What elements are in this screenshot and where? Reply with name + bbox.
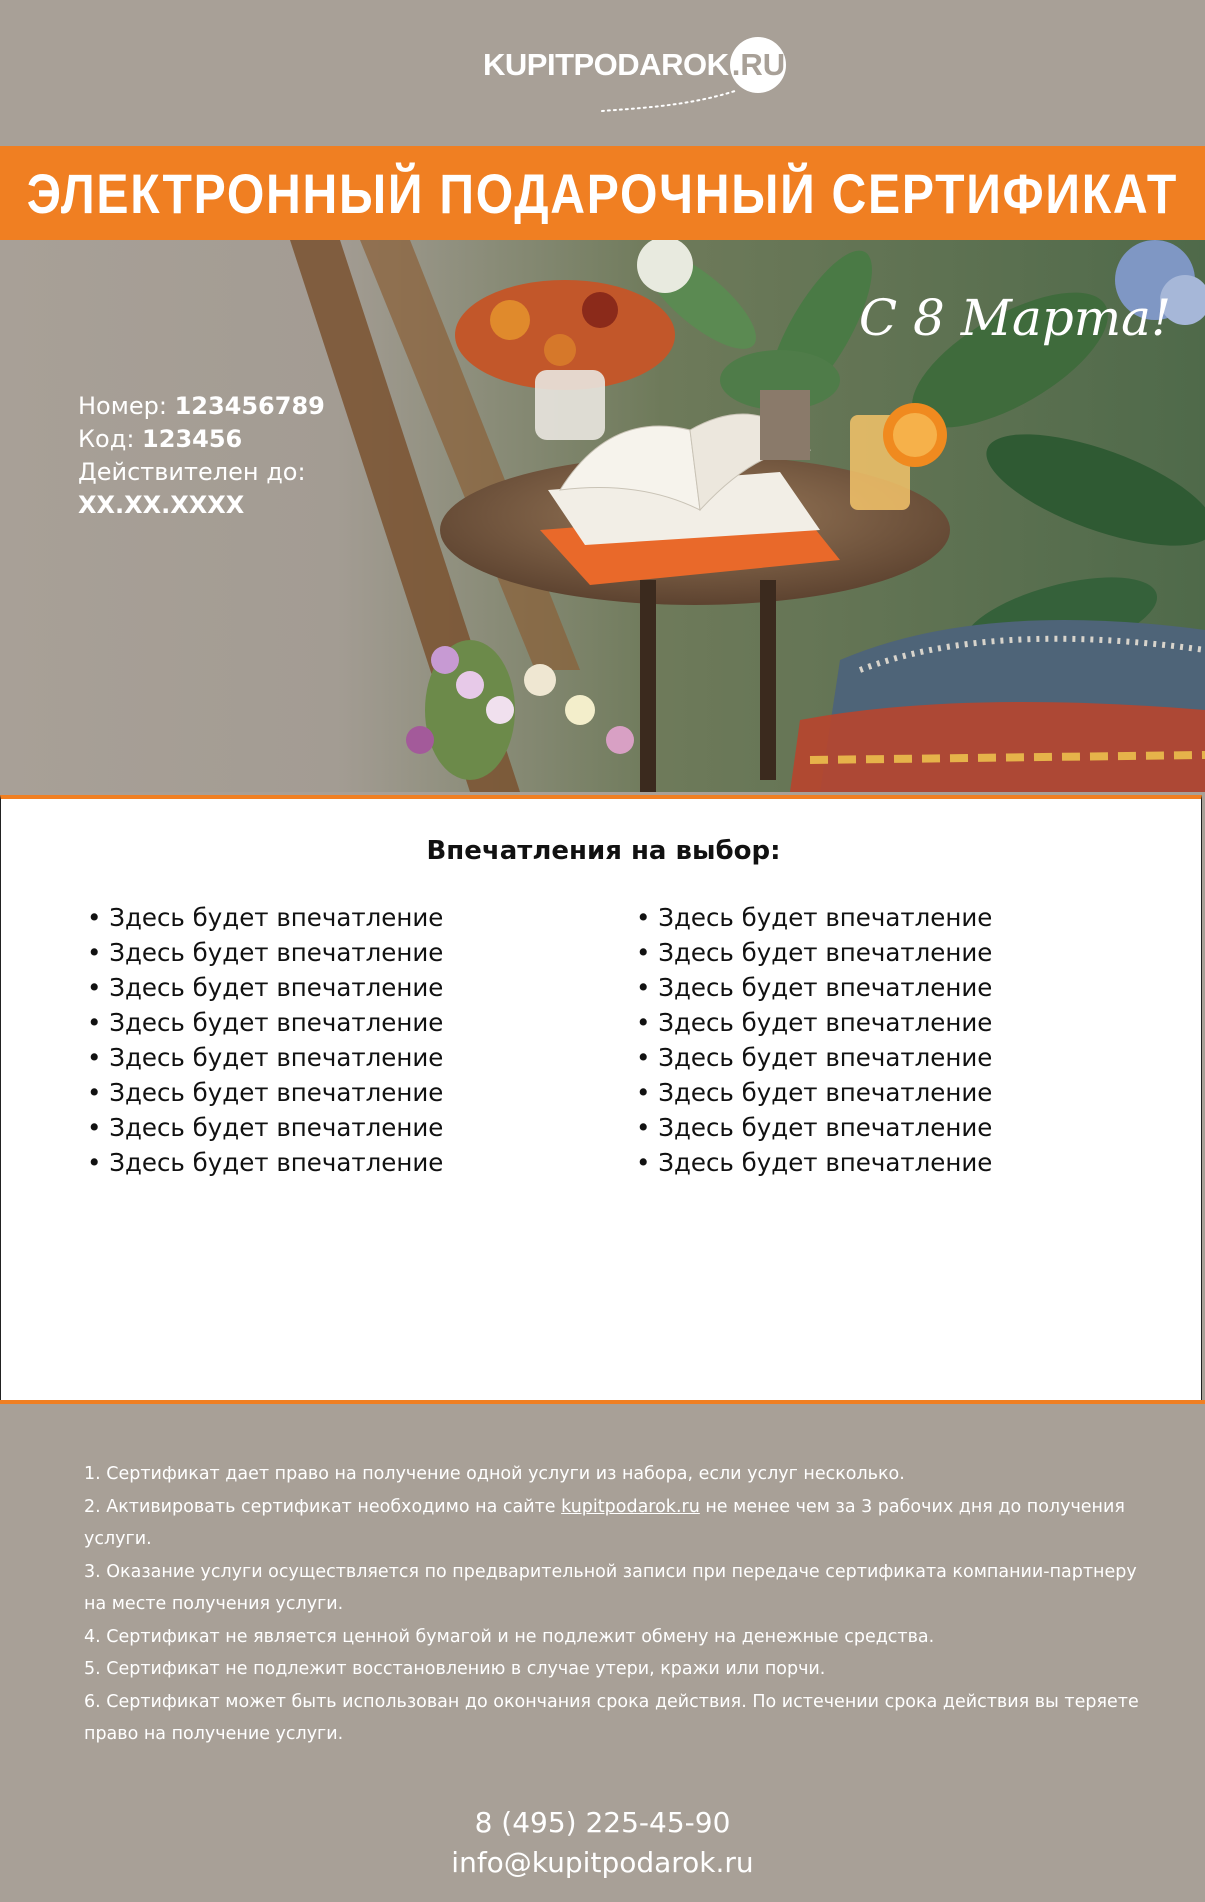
phone-number[interactable]: 8 (495) 225-45-90	[474, 1806, 731, 1839]
header	[0, 0, 1205, 146]
contacts	[0, 1803, 1205, 1883]
term-text: 2. Активировать сертификат необходимо на сайте	[84, 1496, 562, 1517]
impressions-right-column	[636, 900, 992, 1180]
impressions-title: Впечатления на выбор:	[426, 836, 781, 866]
list-item: • Здесь будет впечатление	[87, 1148, 444, 1177]
valid-label: Действителен до:	[78, 458, 306, 486]
list-item: • Здесь будет впечатление	[636, 1043, 993, 1072]
list-item: • Здесь будет впечатление	[636, 1113, 993, 1142]
logo-bubble: .RU	[730, 37, 786, 93]
list-item: • Здесь будет впечатление	[636, 903, 993, 932]
certificate-details	[78, 390, 325, 522]
list-item: • Здесь будет впечатление	[87, 938, 444, 967]
list-item: • Здесь будет впечатление	[87, 1043, 444, 1072]
impressions-left-column	[87, 900, 443, 1180]
list-item: • Здесь будет впечатление	[87, 1008, 444, 1037]
greeting-text: С 8 Марта!	[858, 289, 1172, 347]
list-item: • Здесь будет впечатление	[636, 938, 993, 967]
certificate-code-row	[78, 423, 325, 456]
list-item: • Здесь будет впечатление	[636, 1008, 993, 1037]
logo-dotted-trail-icon	[600, 86, 750, 116]
term-item: 1. Сертификат дает право на получение одной услуги из набора, если услуг несколько.	[84, 1464, 905, 1484]
list-item: • Здесь будет впечатление	[87, 1113, 444, 1142]
list-item: • Здесь будет впечатление	[87, 903, 444, 932]
list-item: • Здесь будет впечатление	[636, 1078, 993, 1107]
number-value: 123456789	[174, 392, 325, 420]
term-item	[84, 1491, 1164, 1556]
email-address[interactable]: info@kupitpodarok.ru	[451, 1846, 754, 1879]
impressions-card	[0, 795, 1202, 1402]
list-item: • Здесь будет впечатление	[636, 1148, 993, 1177]
card-bottom-divider	[0, 1400, 1205, 1404]
certificate-number-row	[78, 390, 325, 423]
term-item: 5. Сертификат не подлежит восстановлению в случае утери, кражи или порчи.	[84, 1659, 826, 1679]
list-item: • Здесь будет впечатление	[87, 1078, 444, 1107]
list-item: • Здесь будет впечатление	[636, 973, 993, 1002]
code-value: 123456	[142, 425, 243, 453]
term-item: 3. Оказание услуги осуществляется по предварительной записи при передаче сертификата компании-партнеру на месте получения услуги.	[84, 1561, 1137, 1614]
term-item: 6. Сертификат может быть использован до окончания срока действия. По истечении срока действия вы теряете право на получение услуги.	[84, 1691, 1139, 1744]
term-item: 4. Сертификат не является ценной бумагой и не подлежит обмену на денежные средства.	[84, 1626, 935, 1647]
valid-value: XX.XX.XXXX	[78, 491, 245, 519]
term-text: не менее чем за 3 рабочих дня до получения услуги.	[84, 1496, 1125, 1549]
site-link[interactable]: kupitpodarok.ru	[561, 1496, 700, 1517]
list-item: • Здесь будет впечатление	[87, 973, 444, 1002]
terms-list	[84, 1458, 1164, 1751]
logo-text: KUPITPODAROK	[483, 47, 729, 82]
logo[interactable]	[483, 40, 786, 90]
banner-title: ЭЛЕКТРОННЫЙ ПОДАРОЧНЫЙ СЕРТИФИКАТ	[26, 161, 1179, 225]
number-label: Номер:	[78, 392, 167, 420]
code-label: Код:	[78, 425, 135, 453]
certificate-banner	[0, 146, 1205, 240]
